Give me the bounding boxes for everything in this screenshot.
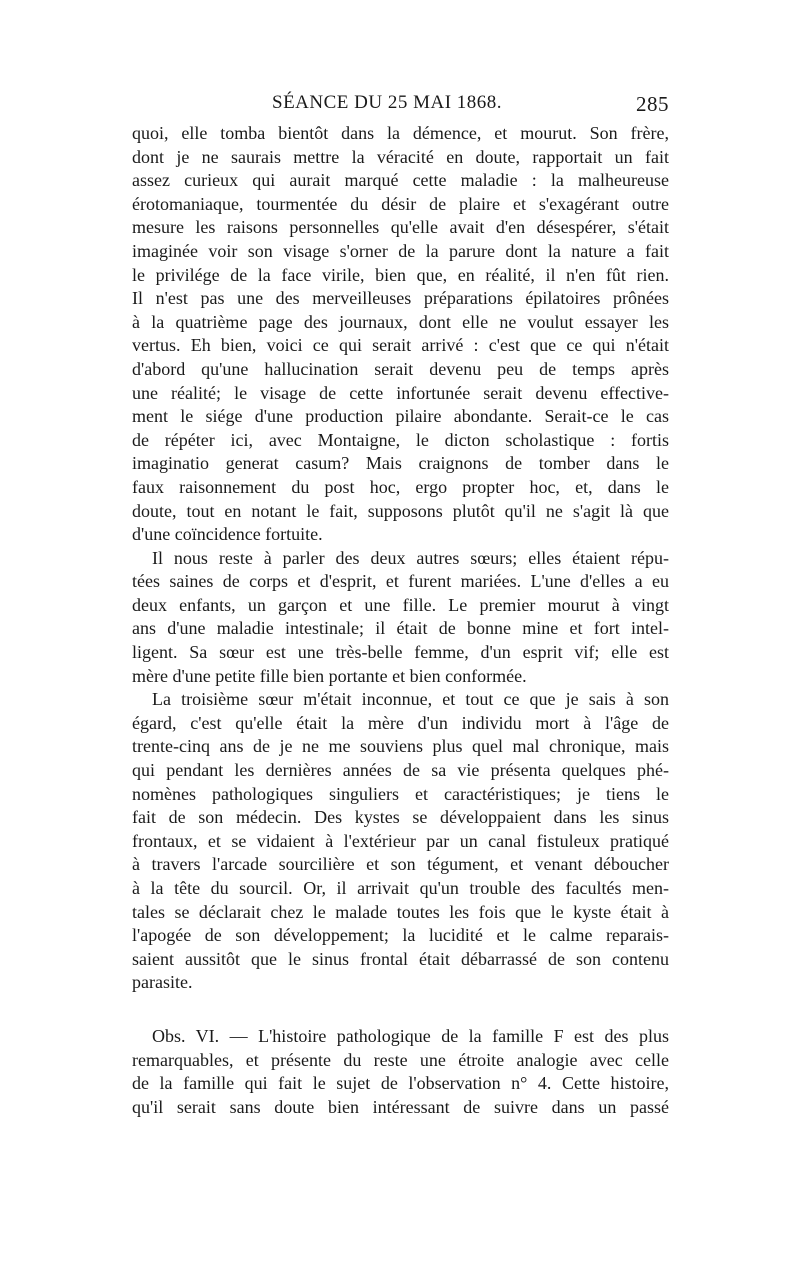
running-head (132, 92, 669, 122)
running-title: SÉANCE DU 25 MAI 1868. (272, 92, 503, 113)
paragraph-1 (132, 122, 669, 547)
text-line: Il n'est pas une des merveilleuses préparations épilatoires prônées (132, 288, 669, 309)
text-line: La troisième sœur m'était inconnue, et tout ce que je sais à son (152, 689, 669, 710)
book-page (132, 92, 669, 1119)
text-line: ligent. Sa sœur est une très-belle femme, d'un esprit vif; elle est (132, 642, 669, 663)
page-number: 285 (636, 92, 669, 116)
text-line: fait de son médecin. Des kystes se développaient dans les sinus (132, 807, 669, 828)
text-line: à travers l'arcade sourcilière et son tégument, et venant déboucher (132, 854, 669, 875)
text-line: Obs. VI. — L'histoire pathologique de la famille F est des plus (152, 1025, 669, 1046)
text-line: faux raisonnement du post hoc, ergo propter hoc, et, dans le (132, 476, 669, 497)
text-line: ans d'une maladie intestinale; il était de bonne mine et fort intel- (132, 618, 669, 639)
text-line: d'abord qu'une hallucination serait devenu peu de temps après (132, 358, 669, 379)
text-line: le privilége de la face virile, bien que, en réalité, il n'en fût rien. (132, 264, 669, 285)
text-line: d'une coïncidence fortuite. (132, 524, 323, 545)
text-line: tées saines de corps et d'esprit, et furent mariées. L'une d'elles a eu (132, 571, 669, 592)
text-line: remarquables, et présente du reste une étroite analogie avec celle (132, 1049, 669, 1070)
text-line: à la tête du sourcil. Or, il arrivait qu'un trouble des facultés men- (132, 878, 669, 898)
text-line: dont je ne saurais mettre la véracité en doute, rapportait un fait (132, 146, 669, 167)
text-line: qui pendant les dernières années de sa vie présenta quelques phé- (132, 760, 669, 781)
text-line: l'apogée de son développement; la lucidité et le calme reparais- (132, 925, 669, 946)
text-line: mesure les raisons personnelles qu'elle avait d'en désespérer, s'était (132, 217, 669, 238)
text-line: doute, tout en notant le fait, supposons plutôt qu'il ne s'agit là que (132, 500, 669, 521)
text-line: ment le siége d'une production pilaire abondante. Serait-ce le cas (132, 406, 669, 427)
text-line: érotomaniaque, tourmentée du désir de plaire et s'exagérant outre (132, 193, 669, 214)
paragraph-2 (132, 547, 669, 689)
text-line: tales se déclarait chez le malade toutes les fois que le kyste était à (132, 901, 669, 922)
text-line: à la quatrième page des journaux, dont elle ne voulut essayer les (132, 311, 669, 332)
text-line: qu'il serait sans doute bien intéressant de suivre dans un passé (132, 1096, 669, 1117)
text-line: de répéter ici, avec Montaigne, le dicton scholastique : fortis (132, 429, 669, 450)
text-line: une réalité; le visage de cette infortunée serait devenu effective- (132, 382, 669, 403)
paragraph-4 (132, 1025, 669, 1119)
text-line: frontaux, et se vidaient à l'extérieur par un canal fistuleux pratiqué (132, 830, 669, 851)
section-gap (132, 995, 669, 1025)
text-line: Il nous reste à parler des deux autres sœurs; elles étaient répu- (152, 547, 669, 568)
paragraph-3 (132, 688, 669, 995)
text-line: de la famille qui fait le sujet de l'observation n° 4. Cette histoire, (132, 1073, 669, 1094)
text-line: deux enfants, un garçon et une fille. Le premier mourut à vingt (132, 594, 669, 615)
text-line: égard, c'est qu'elle était la mère d'un individu mort à l'âge de (132, 712, 669, 733)
text-line: saient aussitôt que le sinus frontal était débarrassé de son contenu (132, 948, 669, 969)
text-line: parasite. (132, 972, 193, 993)
text-line: trente-cinq ans de je ne me souviens plus quel mal chronique, mais (132, 736, 669, 757)
text-line: mère d'une petite fille bien portante et bien conformée. (132, 665, 527, 686)
text-line: quoi, elle tomba bientôt dans la démence, et mourut. Son frère, (132, 123, 669, 143)
text-line: assez curieux qui aurait marqué cette maladie : la malheureuse (132, 170, 669, 191)
text-line: imaginatio generat casum? Mais craignons de tomber dans le (132, 453, 669, 474)
text-line: nomènes pathologiques singuliers et caractéristiques; je tiens le (132, 783, 669, 804)
text-line: imaginée voir son visage s'orner de la parure dont la nature a fait (132, 240, 669, 261)
text-line: vertus. Eh bien, voici ce qui serait arrivé : c'est que ce qui n'était (132, 335, 669, 356)
